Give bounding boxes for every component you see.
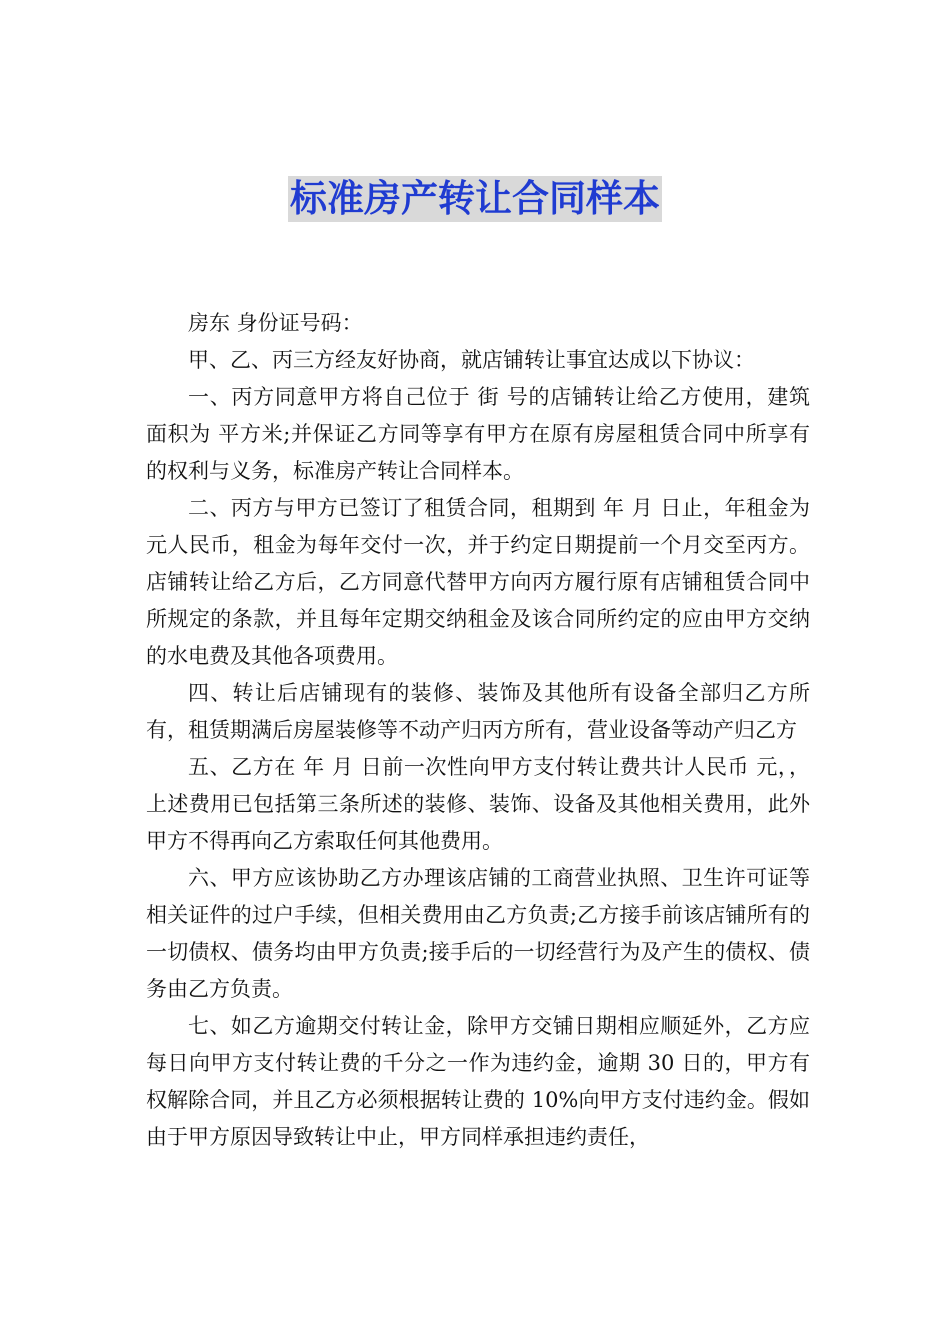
paragraph-clause-5: 五、乙方在 年 月 日前一次性向甲方支付转让费共计人民币 元，，上述费用已包括第三条所述的装修、装饰、设备及其他相关费用，此外甲方不得再向乙方索取任何其他费用。 [146, 755, 810, 853]
paragraph-clause-6: 六、甲方应该协助乙方办理该店铺的工商营业执照、卫生许可证等相关证件的过户手续，但相关费用由乙方负责;乙方接手前该店铺所有的一切债权、债务均由甲方负责;接手后的一切经营行为及产生的债权、债务由乙方负责。 [146, 866, 810, 1001]
paragraph-clause-4: 四、转让后店铺现有的装修、装饰及其他所有设备全部归乙方所有，租赁期满后房屋装修等不动产归丙方所有，营业设备等动产归乙方 [146, 681, 810, 742]
paragraph-agreement-intro: 甲、乙、丙三方经友好协商，就店铺转让事宜达成以下协议： [188, 348, 755, 372]
document-body [146, 305, 810, 1156]
paragraph-clause-2: 二、丙方与甲方已签订了租赁合同，租期到 年 月 日止，年租金为 元人民币，租金为每年交付一次，并于约定日期提前一个月交至丙方。店铺转让给乙方后，乙方同意代替甲方向丙方履行原有店铺租赁合同中所规定的条款，并且每年定期交纳租金及该合同所约定的应由甲方交纳的水电费及其他各项费用。 [146, 496, 810, 668]
paragraph-clause-1: 一、丙方同意甲方将自己位于 街 号的店铺转让给乙方使用，建筑面积为 平方米;并保证乙方同等享有甲方在原有房屋租赁合同中所享有的权利与义务，标准房产转让合同样本。 [146, 385, 810, 483]
paragraph-clause-7: 七、如乙方逾期交付转让金，除甲方交铺日期相应顺延外，乙方应每日向甲方支付转让费的千分之一作为违约金，逾期 30 日的，甲方有权解除合同，并且乙方必须根据转让费的 10%向甲方支付违约金。假如由于甲方原因导致转让中止，甲方同样承担违约责任， [146, 1014, 810, 1149]
paragraph-landlord-id: 房东 身份证号码： [188, 311, 363, 335]
title-container [0, 176, 950, 222]
document-title: 标准房产转让合同样本 [290, 177, 660, 220]
